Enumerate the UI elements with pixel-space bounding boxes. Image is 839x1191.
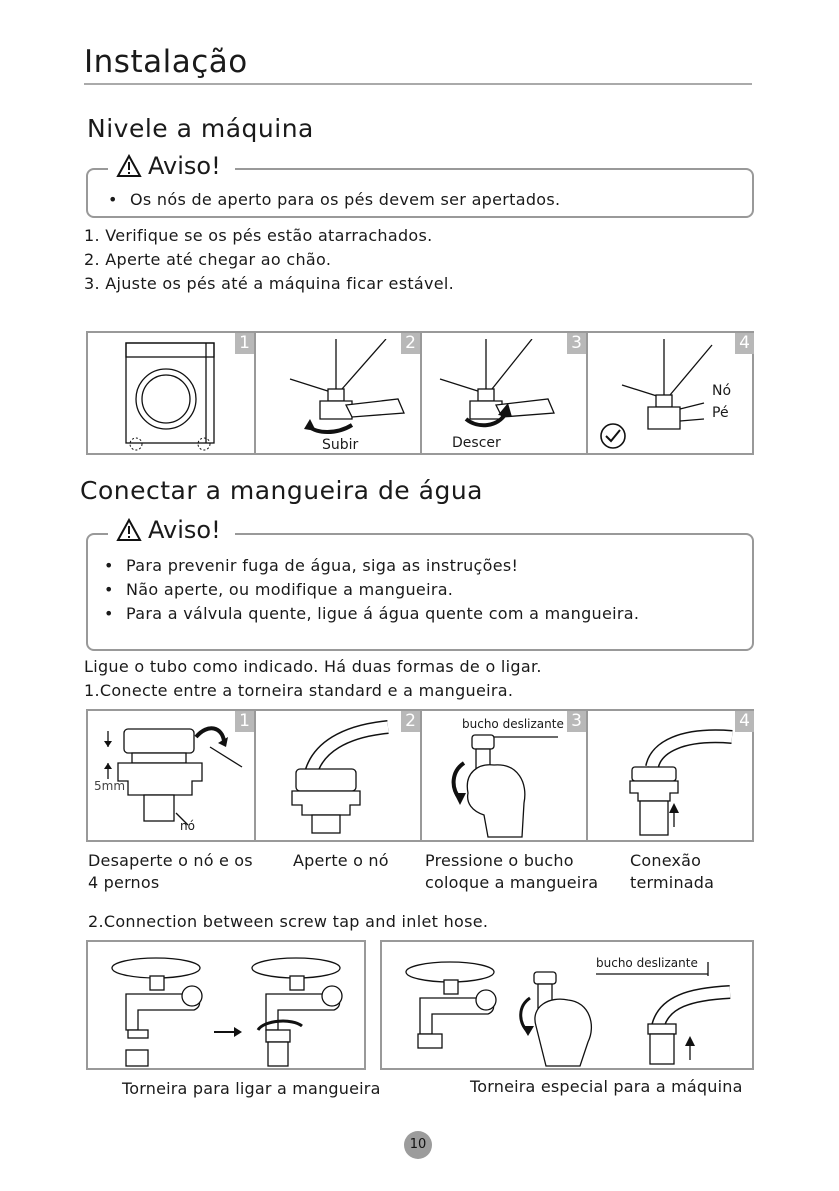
warning-item: • Para a válvula quente, ligue á água quente com a mangueira. xyxy=(104,604,640,623)
label-bucho: bucho deslizante xyxy=(462,717,564,731)
wrench-foot-illustration xyxy=(436,339,566,439)
washing-machine-illustration xyxy=(116,339,226,451)
warning-item: • Não aperte, ou modifique a mangueira. xyxy=(104,580,454,599)
level-panel-3 xyxy=(422,333,588,453)
screw-tap-illustration xyxy=(96,946,358,1068)
caption-4: Conexão terminada xyxy=(630,851,715,892)
label-foot: Pé xyxy=(712,405,729,421)
method-1-panel-1 xyxy=(88,711,256,840)
wrench-foot-illustration xyxy=(286,339,406,439)
warning-icon xyxy=(116,154,142,178)
panel-number: 3 xyxy=(567,711,586,732)
label-5mm: 5mm xyxy=(94,779,126,793)
method-1-panel-2 xyxy=(256,711,422,840)
method-2-left-figure xyxy=(86,940,366,1070)
panel-number: 4 xyxy=(735,333,754,354)
special-tap-illustration xyxy=(390,946,748,1068)
section-heading-level: Nivele a máquina xyxy=(87,114,314,143)
warning-item: • Para prevenir fuga de água, siga as instruções! xyxy=(104,556,519,575)
caption-1: Desaperte o nó e os 4 pernos xyxy=(88,851,253,892)
caption-2: Aperte o nó xyxy=(293,851,389,870)
panel-number: 4 xyxy=(735,711,754,732)
method-2-heading: 2.Connection between screw tap and inlet hose. xyxy=(88,912,489,931)
level-panel-1 xyxy=(88,333,256,453)
method-2-right-figure xyxy=(380,940,754,1070)
bottom-caption-1: Torneira para ligar a mangueira xyxy=(122,1079,381,1098)
tap-adapter-illustration xyxy=(276,717,406,837)
label-bucho-2: bucho deslizante xyxy=(596,956,698,970)
step-1: 1. Verifique se os pés estão atarrachados. xyxy=(84,226,433,245)
label-down: Descer xyxy=(452,435,501,451)
panel-number: 1 xyxy=(235,333,254,354)
caption-3: Pressione o bucho coloque a mangueira xyxy=(425,851,599,892)
panel-number: 3 xyxy=(567,333,586,354)
adapter-illustration xyxy=(92,717,252,837)
level-panel-2 xyxy=(256,333,422,453)
label-no: nó xyxy=(180,819,195,833)
warning-title-hose xyxy=(108,516,235,544)
warning-item: • Os nós de aperto para os pés devem ser apertados. xyxy=(108,190,561,209)
hand-press-illustration xyxy=(438,733,568,839)
method-1-heading: 1.Conecte entre a torneira standard e a mangueira. xyxy=(84,681,514,700)
page-title: Instalação xyxy=(84,44,248,80)
method-1-panel-4 xyxy=(588,711,754,840)
method-1-panel-3 xyxy=(422,711,588,840)
warning-icon xyxy=(116,518,142,542)
connected-hose-illustration xyxy=(608,717,738,837)
method-1-figure xyxy=(86,709,754,842)
page-number: 10 xyxy=(404,1131,432,1159)
hose-intro: Ligue o tubo como indicado. Há duas formas de o ligar. xyxy=(84,657,542,676)
panel-number: 2 xyxy=(401,711,420,732)
checkmark-icon xyxy=(598,421,628,451)
level-panel-4 xyxy=(588,333,754,453)
panel-number: 1 xyxy=(235,711,254,732)
panel-number: 2 xyxy=(401,333,420,354)
warning-title-text: Aviso! xyxy=(148,152,221,180)
title-divider xyxy=(84,83,752,85)
level-figure xyxy=(86,331,754,455)
warning-title-level xyxy=(108,152,235,180)
section-heading-hose: Conectar a mangueira de água xyxy=(80,476,483,505)
label-up: Subir xyxy=(322,437,359,453)
step-2: 2. Aperte até chegar ao chão. xyxy=(84,250,332,269)
bottom-caption-2: Torneira especial para a máquina xyxy=(470,1077,743,1096)
step-3: 3. Ajuste os pés até a máquina ficar estável. xyxy=(84,274,455,293)
label-nut: Nó xyxy=(712,383,732,399)
warning-title-text: Aviso! xyxy=(148,516,221,544)
